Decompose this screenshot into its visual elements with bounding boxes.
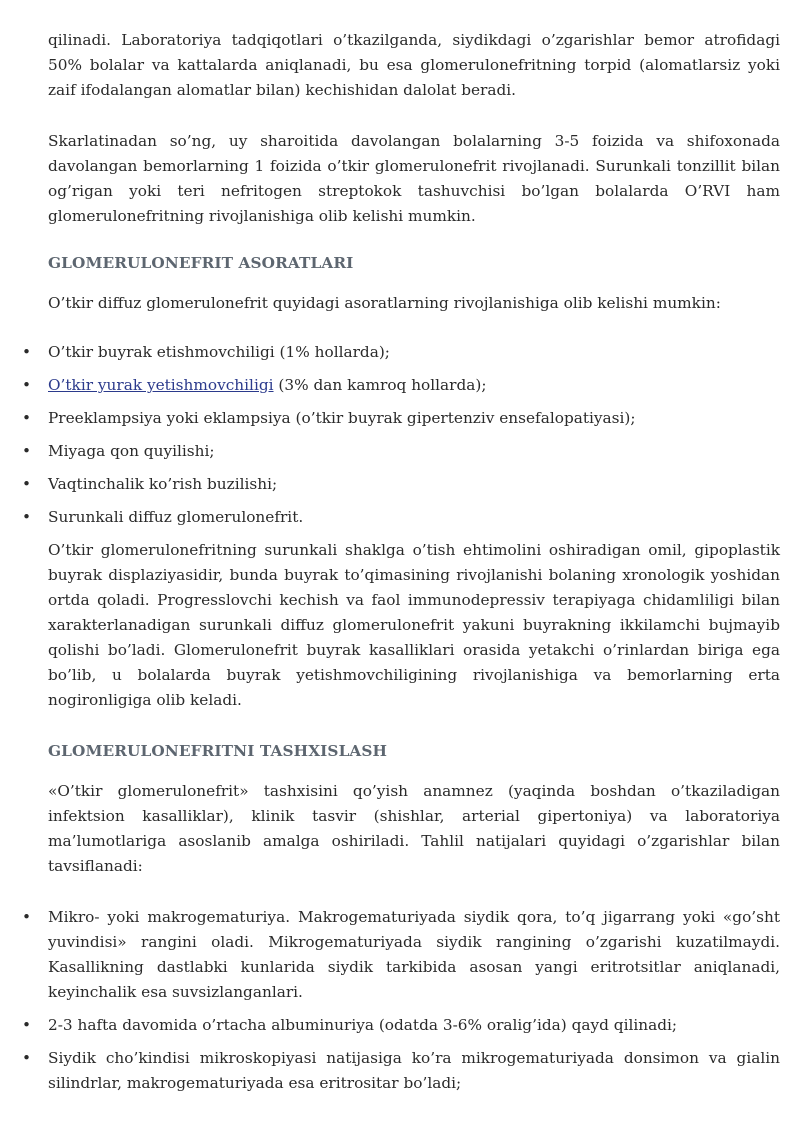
list-item-text: Siydik cho’kindisi mikroskopiyasi natijasiga ko’ra mikrogematuriyada donsimon va gialin silindrlar, makrogematuriyada esa eritrositar bo’ladi;	[48, 1049, 780, 1092]
list-item	[22, 373, 780, 398]
list-item-text: 2-3 hafta davomida o’rtacha albuminuriya (odatda 3-6% oralig’ida) qayd qilinadi;	[48, 1016, 678, 1034]
list-item	[22, 505, 780, 530]
bullet-icon: •	[22, 376, 32, 394]
bullet-icon: •	[22, 343, 32, 361]
list-item-text	[278, 376, 486, 394]
bullet-icon: •	[22, 409, 32, 427]
list-item	[22, 1046, 780, 1096]
paragraph-lab-findings: qilinadi. Laboratoriya tadqiqotlari o’tkazilganda, siydikdagi o’zgarishlar bemor atrofidagi 50% bolalar va kattalarda aniqlanadi, bu esa glomerulonefritning torpid (alomatlarsiz yoki zaif ifodalangan alomatlar bilan) kechishidan dalolat beradi.	[48, 31, 780, 99]
list-item	[22, 340, 780, 365]
paragraph-chronic-transition: O’tkir glomerulonefritning surunkali shaklga o’tish ehtimolini oshiradigan omil, gipoplastik buyrak displaziyasidir, bunda buyrak to’qimasining rivojlanishi bolaning xronologik yoshidan ortda qoladi. Progresslovchi kechish va faol immunodepressiv terapiyaga chidamliligi bilan xarakterlanadigan surunkali diffuz glomerulonefrit yakuni buyrakning ikkilamchi bujmayib qolishi bo’ladi. Glomerulonefrit buyrak kasalliklari orasida yetakchi o’rinlardan biriga ega bo’lib, u bolalarda buyrak yetishmovchiligining rivojlanishiga va bemorlarning erta nogironligiga olib keladi.	[48, 541, 780, 709]
bullet-icon: •	[22, 1016, 32, 1034]
bullet-icon: •	[22, 442, 32, 460]
list-item-text: Mikro- yoki makrogematuriya. Makrogematuriyada siydik qora, to’q jigarrang yoki «go’sht yuvindisi» rangini oladi. Mikrogematuriyada siydik rangining o’zgarishi kuzatilmaydi. Kasallikning dastlabki kunlarida siydik tarkibida asosan yangi eritrotsitlar aniqlanadi, keyinchalik esa suvsizlanganlari.	[48, 908, 780, 1001]
complications-intro: O’tkir diffuz glomerulonefrit quyidagi asoratlarning rivojlanishiga olib kelishi mumkin:	[48, 294, 721, 312]
section-heading-complications: GLOMERULONEFRIT ASORATLARI	[48, 254, 354, 272]
list-item	[22, 472, 780, 497]
bullet-icon: •	[22, 1049, 32, 1067]
list-item-text: Preeklampsiya yoki eklampsiya (o’tkir buyrak gipertenziv ensefalopatiyasi);	[48, 409, 636, 427]
list-item	[22, 905, 780, 1005]
list-item	[22, 1013, 780, 1038]
bullet-icon: •	[22, 908, 32, 926]
paragraph-scarlatina: Skarlatinadan so’ng, uy sharoitida davolangan bolalarning 3-5 foizida va shifoxonada davolangan bemorlarning 1 foizida o’tkir glomerulonefrit rivojlanadi. Surunkali tonzillit bilan og’rigan yoki teri nefritogen streptokok tashuvchisi bo’lgan bolalarda O’RVI ham glomerulonefritning rivojlanishiga olib kelishi mumkin.	[48, 132, 780, 225]
list-item	[22, 439, 780, 464]
list-item-text: Vaqtinchalik ko’rish buzilishi;	[48, 475, 278, 493]
list-item-text: Surunkali diffuz glomerulonefrit.	[48, 508, 304, 526]
bullet-icon: •	[22, 475, 32, 493]
bullet-icon: •	[22, 508, 32, 526]
list-item-suffix: (3% dan kamroq hollarda);	[278, 376, 487, 394]
diagnosis-intro: «O’tkir glomerulonefrit» tashxisini qo’yish anamnez (yaqinda boshdan o’tkaziladigan infektsion kasalliklar), klinik tasvir (shishlar, arterial gipertoniya) va laboratoriya ma’lumotlariga asoslanib amalga oshiriladi. Tahlil natijalari quyidagi o’zgarishlar bilan tavsiflanadi:	[48, 782, 780, 875]
section-heading-diagnosis: GLOMERULONEFRITNI TASHXISLASH	[48, 742, 388, 760]
list-item	[22, 406, 780, 431]
list-item-text: Miyaga qon quyilishi;	[48, 442, 215, 460]
complications-list	[22, 340, 780, 530]
list-item-text: O’tkir buyrak etishmovchiligi (1% hollarda);	[48, 343, 390, 361]
diagnosis-list	[22, 905, 780, 1096]
heart-failure-link[interactable]: O’tkir yurak yetishmovchiligi	[48, 376, 274, 394]
